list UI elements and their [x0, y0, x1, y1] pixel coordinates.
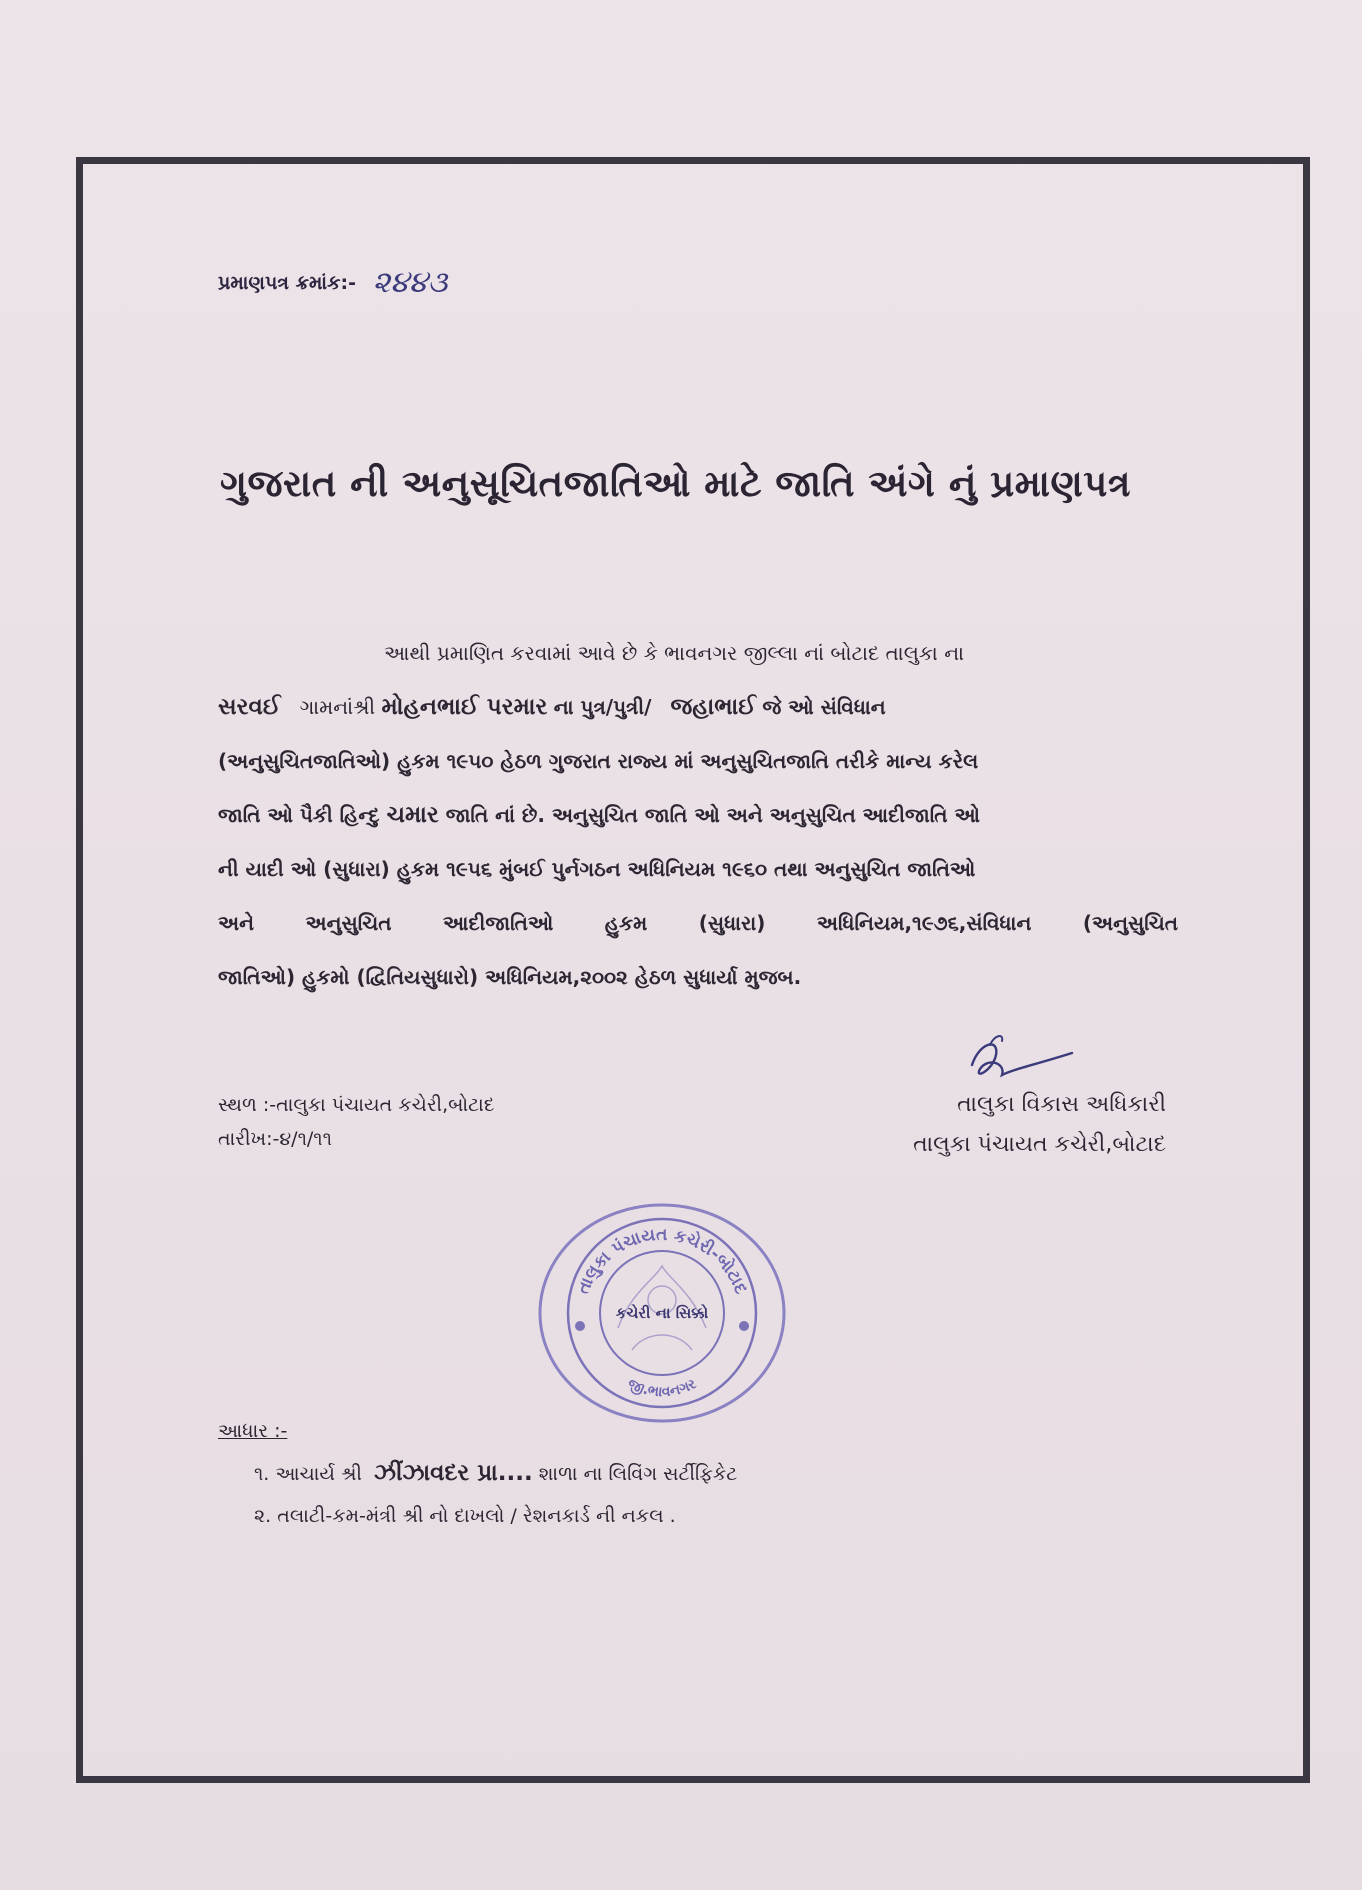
basis-item-1-end: શાળા ના લિવિંગ સર્ટીફિકેટ: [538, 1463, 738, 1485]
body-line-4-start: જાતિ ઓ પૈકી હિન્દુ: [218, 803, 380, 827]
relation-text: ના પુત્ર/પુત્રી/: [553, 695, 652, 719]
stamp-center-text: કચેરી ના સિક્કો: [615, 1304, 709, 1322]
officer-title: તાલુકા વિકાસ અધિકારી: [957, 1092, 1166, 1117]
body-line-6: અને અનુસુચિત આદીજાતિઓ હુકમ (સુધારા) અધિનિયમ,૧૯૭૬,સંવિધાન (અનુસુચિત: [218, 911, 1178, 935]
basis-item-2: ૨. તલાટી-કમ-મંત્રી શ્રી નો દાખલો / રેશનકાર્ડ ની નકલ .: [254, 1505, 676, 1527]
stamp-bottom-text: જી.ભાવનગર: [625, 1375, 699, 1401]
body-line-4-end: જાતિ નાં છે. અનુસુચિત જાતિ ઓ અને અનુસુચિત આદીજાતિ ઓ: [445, 803, 980, 827]
officer-block: [913, 1085, 1166, 1165]
svg-text:જી.ભાવનગર: [625, 1376, 699, 1401]
certificate-body: [218, 626, 1178, 1004]
certificate-number-label: પ્રમાણપત્ર ક્રમાંક:-: [218, 272, 356, 294]
body-line-5: ની યાદી ઓ (સુધારા) હુકમ ૧૯૫૬ મુંબઈ પુર્નગઠન અધિનિયમ ૧૯૬૦ તથા અનુસુચિત જાતિઓ: [218, 857, 976, 881]
basis-label: આધાર :-: [218, 1420, 288, 1442]
date-text: તારીખ:-૪/૧/૧૧: [218, 1128, 332, 1150]
body-line-2: [218, 680, 1178, 734]
village-name: સરવઈ: [218, 694, 281, 720]
body-line-1: આથી પ્રમાણિત કરવામાં આવે છે કે ભાવનગર જીલ્લા નાં બોટાદ તાલુકા ના: [384, 641, 964, 665]
person-name: જહાભાઈ: [670, 694, 756, 720]
officer-office: તાલુકા પંચાયત કચેરી,બોટાદ: [913, 1132, 1166, 1157]
certificate-number-value: ૨૪૪૩: [372, 265, 448, 300]
certificate-title: ગુજરાત ની અનુસૂચિતજાતિઓ માટે જાતિ અંગે નું પ્રમાણપત્ર: [220, 462, 1131, 505]
body-line-2-end: જે ઓ સંવિધાન: [762, 695, 886, 719]
stamp-outer-text: તાલુકા પંચાયત કચેરી-બોટાદ: [573, 1224, 751, 1297]
place-text: સ્થળ :-તાલુકા પંચાયત કચેરી,બોટાદ: [218, 1094, 495, 1116]
basis-block: [218, 1410, 737, 1537]
body-line-3: (અનુસુચિતજાતિઓ) હુકમ ૧૯૫૦ હેઠળ ગુજરાત રાજ્ય માં અનુસુચિતજાતિ તરીકે માન્ય કરેલ: [218, 749, 979, 773]
certificate-number: [218, 265, 447, 300]
body-line-7: જાતિઓ) હુકમો (દ્વિતિયસુધારો) અધિનિયમ,૨૦૦૨ હેઠળ સુધાર્યા મુજબ.: [218, 965, 802, 989]
basis-item-1-start: ૧. આચાર્ય શ્રી: [254, 1463, 362, 1485]
place-date-block: [218, 1088, 494, 1156]
village-suffix: ગામનાંશ્રી: [299, 695, 376, 719]
body-line-4: [218, 788, 1178, 842]
caste-name: ચમાર: [386, 802, 439, 828]
father-name: મોહનભાઈ પરમાર: [381, 694, 548, 720]
basis-item-1: [218, 1452, 737, 1495]
office-stamp: [536, 1200, 788, 1426]
school-name: ઝીંઝાવદર પ્રા....: [374, 1460, 533, 1486]
